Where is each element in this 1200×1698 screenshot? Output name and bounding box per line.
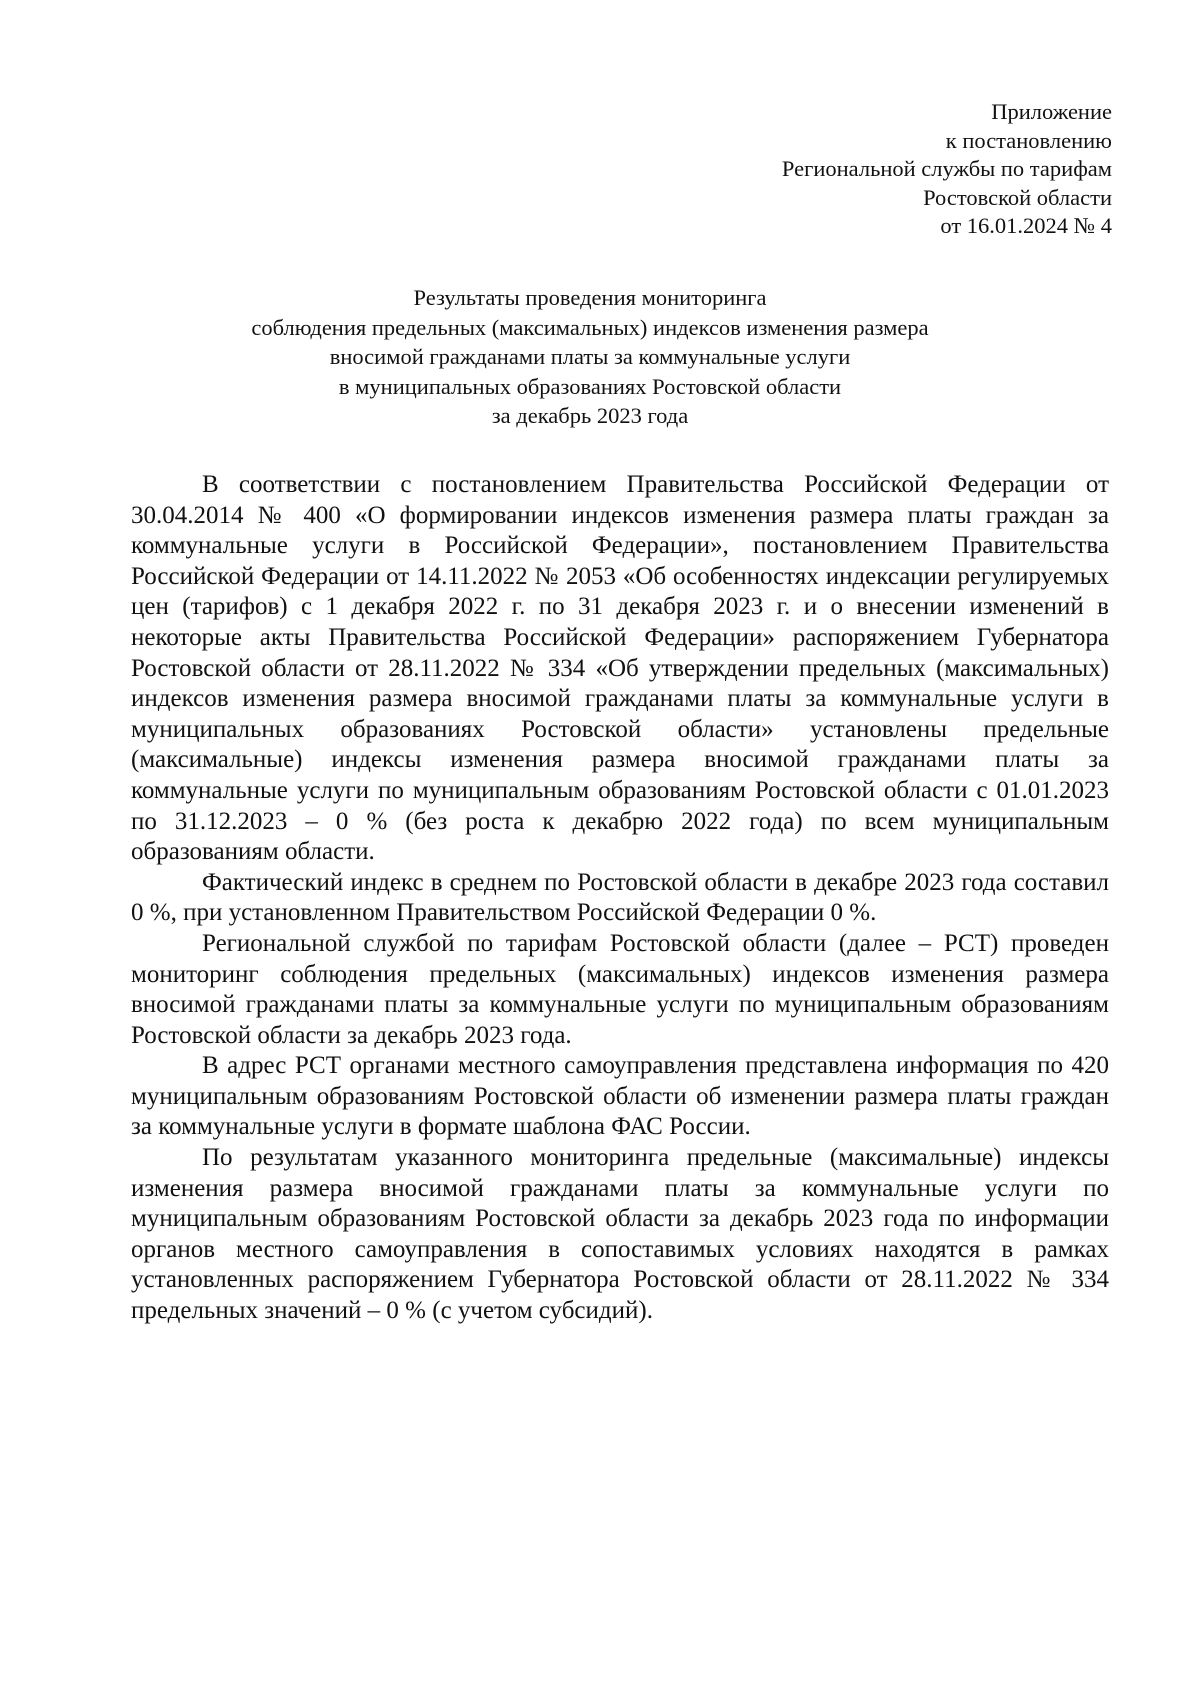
appendix-issuer: Региональной службы по тарифам — [781, 156, 1112, 181]
document-body — [131, 470, 1109, 1327]
appendix-reference: к постановлению — [945, 127, 1112, 153]
appendix-header — [592, 98, 1112, 241]
body-paragraph-2: Фактический индекс в среднем по Ростовской области в декабре 2023 года составил 0 %, при установленном Правительством Российской Федерации 0 %. — [131, 868, 1109, 927]
title-line-2: соблюдения предельных (максимальных) индексов изменения размера — [251, 314, 929, 340]
title-line-3: вносимой гражданами платы за коммунальные услуги — [329, 344, 851, 369]
appendix-date-number: от 16.01.2024 № 4 — [940, 213, 1112, 238]
title-line-5: за декабрь 2023 года — [491, 403, 689, 428]
body-paragraph-4: В адрес РСТ органами местного самоуправления представлена информация по 420 муниципальным образованиям Ростовской области об изменении размера платы граждан за коммунальные услуги в формате шаблона ФАС России. — [131, 1052, 1109, 1141]
body-paragraph-5: По результатам указанного мониторинга предельные (максимальные) индексы изменения размера вносимой гражданами платы за коммунальные услуги по муниципальным образованиям Ростовской области за декабрь 2023 года по информации органов местного самоуправления в сопоставимых условиях находятся в рамках установленных распоряжением Губернатора Ростовской области от 28.11.2022 № 334 предельных значений – 0 % (с учетом субсидий). — [131, 1144, 1109, 1325]
title-line-4: в муниципальных образованиях Ростовской области — [338, 373, 842, 399]
title-line-1: Результаты проведения мониторинга — [413, 285, 767, 310]
body-paragraph-1: В соответствии с постановлением Правительства Российской Федерации от 30.04.2014 № 400 «О формировании индексов изменения размера платы граждан за коммунальные услуги в Российской Федерации», постановлением Правительства Российской Федерации от 14.11.2022 № 2053 «Об особенностях индексации регулируемых цен (тарифов) с 1 декабря 2022 г. по 31 декабря 2023 г. и о внесении изменений в некоторые акты Правительства Российской Федерации» распоряжением Губернатора Ростовской области от 28.11.2022 № 334 «Об утверждении предельных (максимальных) индексов изменения размера вносимой гражданами платы за коммунальные услуги в муниципальных образованиях Ростовской области» установлены предельные (максимальные) индексы изменения размера вносимой гражданами платы за коммунальные услуги по муниципальным образованиям Ростовской области с 01.01.2023 по 31.12.2023 – 0 % (без роста к декабрю 2022 года) по всем муниципальным образованиям области. — [131, 471, 1109, 866]
body-paragraph-3: Региональной службой по тарифам Ростовской области (далее – РСТ) проведен мониторинг соблюдения предельных (максимальных) индексов изменения размера вносимой гражданами платы за коммунальные услуги по муниципальным образованиям Ростовской области за декабрь 2023 года. — [131, 929, 1109, 1049]
document-title — [120, 283, 1060, 431]
appendix-region: Ростовской области — [923, 184, 1112, 210]
appendix-label: Приложение — [991, 99, 1112, 124]
